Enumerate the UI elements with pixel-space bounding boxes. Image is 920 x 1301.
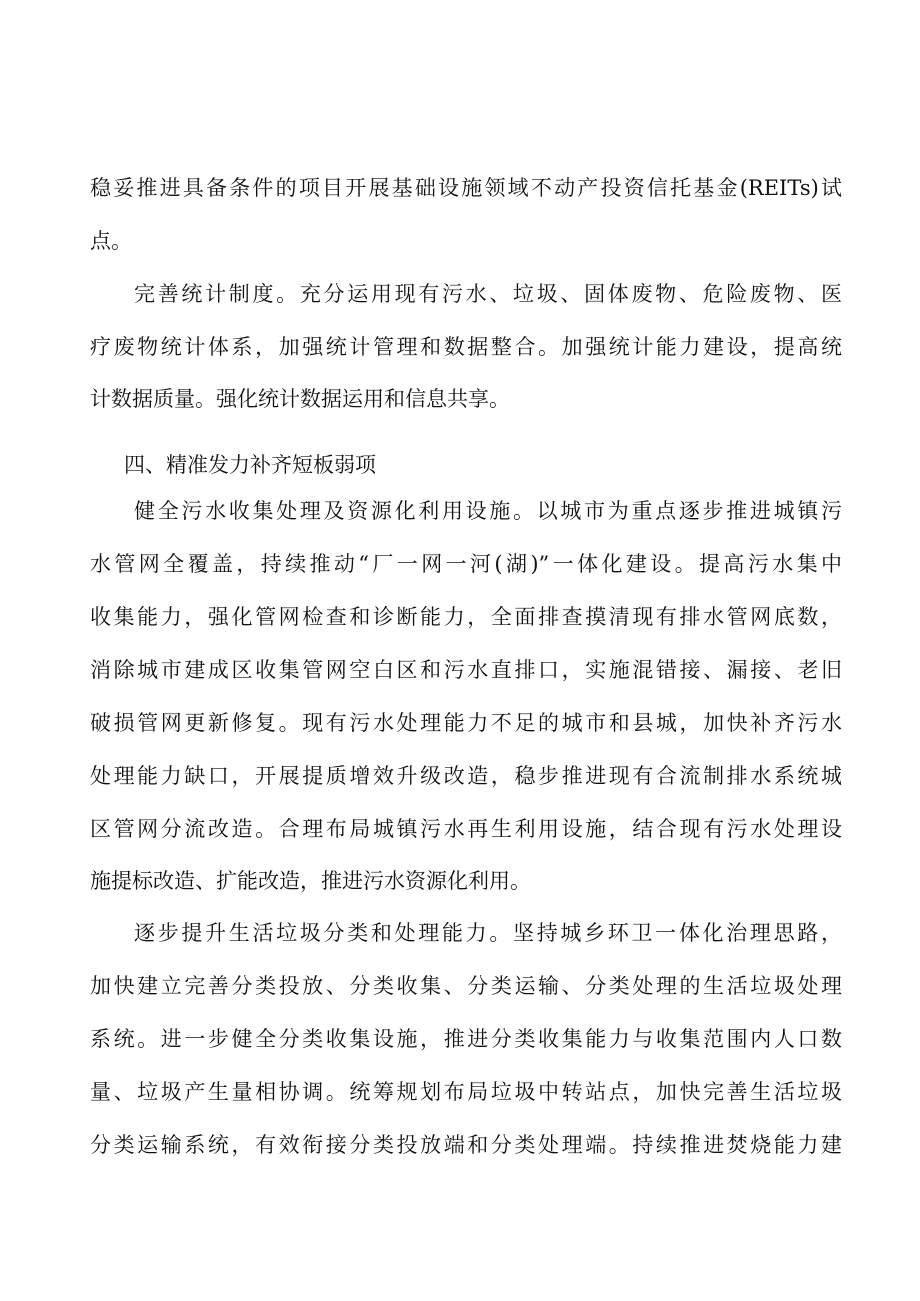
text-line: 疗废物统计体系，加强统计管理和数据整合。加强统计能力建设，提高统 — [90, 335, 842, 359]
text-line: 水管网全覆盖，持续推动“厂一网一河(湖)”一体化建设。提高污水集中 — [90, 552, 842, 576]
text-line: 分类运输系统，有效衔接分类投放端和分类处理端。持续推进焚烧能力建 — [90, 1133, 842, 1157]
text-line: 消除城市建成区收集管网空白区和污水直排口，实施混错接、漏接、老旧 — [90, 658, 842, 682]
text-line: 量、垃圾产生量相协调。统筹规划布局垃圾中转站点，加快完善生活垃圾 — [90, 1080, 842, 1104]
section-heading: 四、精准发力补齐短板弱项 — [124, 453, 376, 477]
text-line: 破损管网更新修复。现有污水处理能力不足的城市和县城，加快补齐污水 — [90, 711, 842, 735]
text-line: 区管网分流改造。合理布局城镇污水再生利用设施，结合现有污水处理设 — [90, 817, 842, 841]
text-line: 加快建立完善分类投放、分类收集、分类运输、分类处理的生活垃圾处理 — [90, 974, 842, 998]
text-line: 完善统计制度。充分运用现有污水、垃圾、固体废物、危险废物、医 — [134, 282, 842, 306]
text-line: 处理能力缺口，开展提质增效升级改造，稳步推进现有合流制排水系统城 — [90, 764, 842, 788]
text-line: 健全污水收集处理及资源化利用设施。以城市为重点逐步推进城镇污 — [134, 499, 842, 523]
text-line: 计数据质量。强化统计数据运用和信息共享。 — [90, 387, 510, 411]
text-line: 逐步提升生活垃圾分类和处理能力。坚持城乡环卫一体化治理思路， — [134, 921, 842, 945]
text-line: 稳妥推进具备条件的项目开展基础设施领域不动产投资信托基金(REITs)试 — [90, 176, 842, 200]
text-line: 施提标改造、扩能改造，推进污水资源化利用。 — [90, 869, 531, 893]
text-line: 收集能力，强化管网检查和诊断能力，全面排查摸清现有排水管网底数， — [90, 605, 842, 629]
text-line: 点。 — [90, 229, 132, 253]
text-line: 系统。进一步健全分类收集设施，推进分类收集能力与收集范围内人口数 — [90, 1027, 842, 1051]
